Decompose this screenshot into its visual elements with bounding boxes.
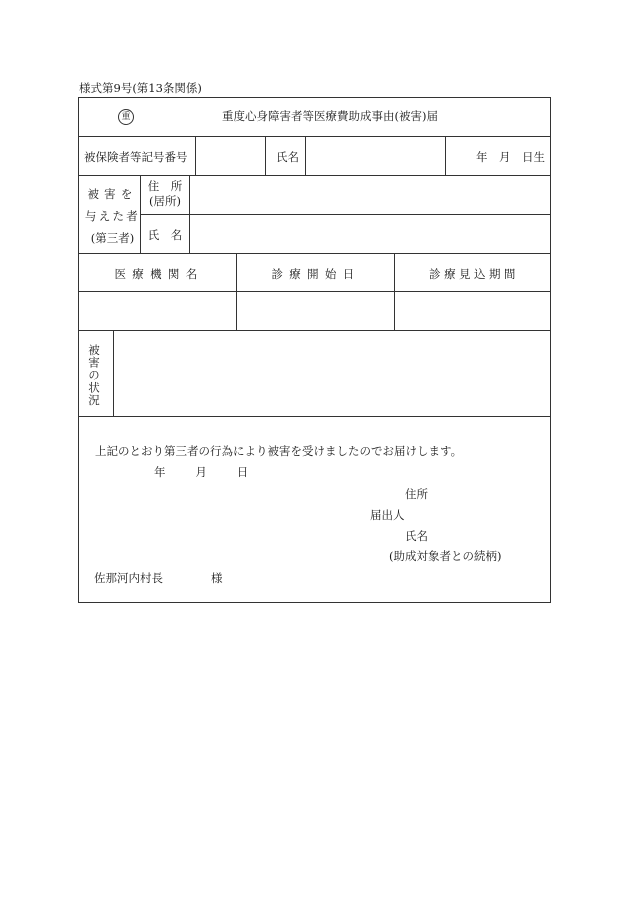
treatment-start-field[interactable]	[237, 292, 394, 330]
stamp-mark: 重	[118, 109, 134, 125]
applicant-label: 届出人	[370, 508, 405, 522]
third-party-address-field[interactable]	[190, 176, 550, 213]
third-party-name-field[interactable]	[190, 215, 550, 252]
medical-institution-header: 医療機関名	[114, 267, 204, 281]
third-party-address-label	[141, 179, 189, 209]
name-label: 氏名	[276, 150, 299, 164]
declaration-date: 年 月 日	[154, 465, 251, 479]
third-party-label-line3: (第三者)	[90, 231, 135, 245]
third-party-label	[84, 183, 141, 249]
third-party-label-line1: 被害を	[87, 187, 138, 201]
applicant-name-label: 氏名	[405, 529, 428, 543]
treatment-start-header: 診療開始日	[271, 267, 361, 281]
damage-situation-label: 被害の状況	[87, 344, 101, 407]
damage-situation-field[interactable]	[114, 331, 550, 415]
divider	[78, 253, 551, 254]
divider	[265, 136, 266, 175]
declaration-statement: 上記のとおり第三者の行為により被害を受けましたのでお届けします。	[95, 444, 463, 458]
addressee: 佐那河内村長	[94, 571, 163, 585]
treatment-period-field[interactable]	[395, 292, 550, 330]
third-party-name-label: 氏 名	[147, 228, 183, 242]
treatment-period-header: 診療見込期間	[429, 267, 519, 281]
dob-label: 年 月 日生	[476, 150, 545, 164]
address-sub-text: (居所)	[149, 194, 181, 208]
relation-label: (助成対象者との続柄)	[389, 549, 502, 563]
form-title: 重度心身障害者等医療費助成事由(被害)届	[222, 109, 438, 123]
medical-institution-field[interactable]	[79, 292, 236, 330]
insured-number-label: 被保険者等記号番号	[84, 150, 188, 164]
divider	[445, 136, 446, 175]
name-field[interactable]	[306, 137, 445, 175]
form-number: 様式第9号(第13条関係)	[79, 81, 202, 95]
insured-number-field[interactable]	[196, 137, 264, 175]
address-label-text: 住 所	[147, 179, 183, 193]
divider	[78, 416, 551, 417]
third-party-label-line2: 与えた者	[84, 209, 141, 223]
applicant-address-label: 住所	[405, 487, 428, 501]
honorific: 様	[211, 571, 223, 585]
